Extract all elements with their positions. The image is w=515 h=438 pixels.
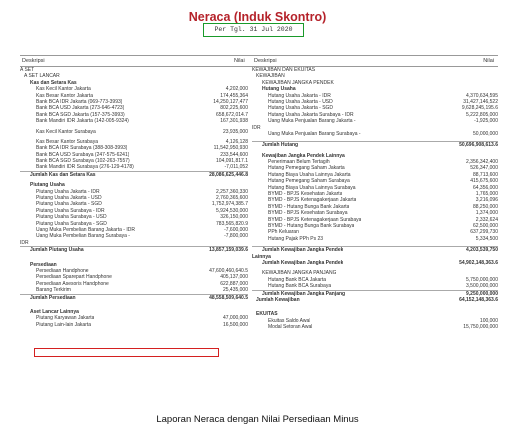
row-value: 5,222,805,000 (466, 111, 498, 118)
table-row (20, 294, 248, 301)
row-value: 1,752,974,385.7 (211, 201, 248, 208)
row-value: 50,000,000 (472, 130, 498, 137)
row-label: Piutang Usaha Surabaya - SGD (36, 220, 107, 227)
row-value: 802,225,600 (220, 105, 248, 112)
row-value: -7,800,000 (224, 233, 248, 240)
row-label: Uang Muka Penjualan Barang Jakarta - (268, 118, 356, 125)
row-label: Ekuitas Saldo Awal (268, 317, 311, 324)
row-value: 9,250,000,000 (466, 290, 498, 297)
row-label: Uang Muka Penjualan Barang Surabaya - (268, 130, 361, 137)
row-label: Hutang Pemegang Saham Surabaya (268, 178, 350, 185)
row-label: Piutang Usaha Jakarta - IDR (36, 188, 100, 195)
bottom-fade (0, 395, 515, 409)
row-value: 233,544,600 (220, 151, 248, 158)
row-label: BYMD - BPJS Ketenagakerjaan Surabaya (268, 216, 362, 223)
row-label: KEWAJIBAN JANGKA PENDEK (262, 79, 334, 86)
row-value: 25,435,000 (222, 287, 248, 294)
row-label: Persediaan Sparepart Handphone (36, 274, 112, 281)
row-label: BYMD - Hutang Bunga Bank Surabaya (268, 222, 355, 229)
row-label: Bank Mandiri IDR Surabaya (276-129-4178) (36, 164, 134, 171)
row-value: -7,600,000 (224, 226, 248, 233)
header-right-description: Deskripsi (254, 58, 277, 64)
row-label: Bank BCA SGD Surabaya (102-263-7557) (36, 158, 130, 165)
row-value: 405,137,000 (220, 274, 248, 281)
row-value: 4,126,128 (225, 138, 248, 145)
row-label: A SET LANCAR (24, 73, 60, 80)
row-value: 16,500,000 (222, 321, 248, 328)
row-value: 54,902,148,363.6 (459, 259, 498, 266)
row-value: 174,455,364 (220, 92, 248, 99)
row-value: 9,628,245,195.6 (461, 105, 498, 112)
row-value: 622,887,000 (220, 280, 248, 287)
row-value: 5,750,000,000 (466, 276, 498, 283)
row-label: Persediaan (30, 261, 57, 268)
row-value: 415,675,600 (470, 178, 498, 185)
row-value: 50,696,908,613.6 (459, 142, 498, 149)
header-right-value: Nilai (483, 58, 494, 64)
row-label: A SET (20, 67, 35, 73)
table-row (252, 324, 498, 330)
row-value: 167,301,938 (220, 118, 248, 125)
row-label: Hutang Usaha Jakarta - IDR (268, 92, 331, 99)
row-label: Piutang Usaha Surabaya - IDR (36, 207, 105, 214)
row-label: Kas Kecil Kantor Jakarta (36, 86, 91, 93)
row-label: Piutang Karyawan Jakarta (36, 315, 95, 322)
row-label: Piutang Usaha (30, 182, 65, 189)
row-value: 3,216,096 (475, 197, 498, 204)
row-value: 23,935,000 (222, 128, 248, 135)
row-value: 62,500,000 (472, 222, 498, 229)
row-label: Penerimaan Belum Tertagih (268, 159, 330, 166)
row-value: 658,672,014.7 (216, 111, 248, 118)
header-left-value: Nilai (234, 58, 245, 64)
table-row (20, 246, 248, 253)
row-label: Persediaan Handphone (36, 267, 89, 274)
table-row (252, 290, 498, 297)
row-label: Kas Besar Kantor Jakarta (36, 92, 93, 99)
row-label: IDR (252, 124, 261, 131)
row-value: 1,765,000 (475, 191, 498, 198)
row-value: 4,370,634,595 (466, 92, 498, 99)
row-value: 5,924,530,000 (216, 207, 248, 214)
row-value: 1,374,000 (475, 210, 498, 217)
row-label: Jumlah Kas dan Setara Kas (30, 171, 96, 178)
row-value: 104,091,817.1 (216, 158, 248, 165)
row-label: Kas Kecil Kantor Surabaya (36, 128, 96, 135)
row-value: 326,150,000 (220, 214, 248, 221)
table-row (252, 246, 498, 253)
row-label: Hutang Pajak PPh Ps 23 (268, 235, 324, 242)
row-label: Bank BCA USD Jakarta (273-646-4723) (36, 105, 125, 112)
row-label: BYMD - BPJS Kesehatan Surabaya (268, 210, 348, 217)
row-label: BYMD - Hutang Bunga Bank Jakarta (268, 203, 350, 210)
row-label: Piutang Lain-lain Jakarta (36, 321, 92, 328)
row-value: 3,500,000,000 (466, 283, 498, 290)
row-label: Bank BCA IDR Jakarta (069-773-3993) (36, 98, 123, 105)
row-label: Bank BCA USD Surabaya (247-575-6241) (36, 151, 130, 158)
row-label: Jumlah Kewajiban (256, 296, 300, 303)
table-row (252, 141, 498, 148)
row-label: Jumlah Kewajiban Jangka Pendek (262, 259, 344, 266)
row-label: Kewajiban Jangka Pendek Lainnya (262, 152, 345, 159)
row-label: Piutang Usaha Jakarta - SGD (36, 201, 102, 208)
row-label: Uang Muka Pembelian Barang Jakarta - IDR (36, 226, 135, 233)
row-value: 4,202,000 (225, 86, 248, 93)
row-value: 783,565,820.9 (216, 220, 248, 227)
row-label: KEWAJIBAN DAN EKUITAS (252, 67, 316, 73)
row-label: Piutang Usaha Jakarta - USD (36, 195, 102, 202)
row-value: 13,857,159,039.6 (209, 247, 248, 254)
row-value: 64,152,148,363.6 (459, 296, 498, 303)
row-label: Hutang Usaha Jakarta - USD (268, 98, 333, 105)
row-value: 88,250,000 (472, 203, 498, 210)
row-label: Hutang Bank BCA Jakarta (268, 276, 327, 283)
row-value: 526,347,000 (470, 165, 498, 172)
row-value: -7,011,052 (224, 164, 248, 171)
row-label: PPh Keluaran (268, 229, 299, 236)
row-label: Hutang Pemegang Saham Jakarta (268, 165, 345, 172)
row-label: Hutang Biaya Usaha Lainnya Surabaya (268, 184, 356, 191)
row-value: 47,600,460,640.5 (209, 267, 248, 274)
row-value: 4,203,539,750 (466, 247, 498, 254)
report-title: Neraca (Induk Skontro) (188, 10, 327, 24)
row-label: Bank BCA IDR Surabaya (388-308-3993) (36, 145, 128, 152)
row-value: 2,257,360,330 (216, 188, 248, 195)
row-label: Hutang Biaya Usaha Lainnya Jakarta (268, 171, 351, 178)
row-label: BYMD - BPJS Ketenagakerjaan Jakarta (268, 197, 357, 204)
row-value: 5,334,500 (475, 235, 498, 242)
row-label: Modal Setoran Awal (268, 324, 313, 331)
row-label: Uang Muka Pembelian Barang Surabaya - (36, 233, 130, 240)
row-label: Hutang Usaha Jakarta Surabaya - IDR (268, 111, 354, 118)
row-label: IDR (20, 239, 29, 246)
row-value: 11,542,950,930 (213, 145, 248, 152)
row-label: Kas dan Setara Kas (30, 79, 77, 86)
row-label: BYMD - BPJS Kesehatan Jakarta (268, 191, 343, 198)
liabilities-equity-column (252, 67, 498, 330)
header-left-description: Deskripsi (22, 58, 45, 64)
row-label: Lainnya (252, 253, 271, 260)
row-value: 2,332,624 (475, 216, 498, 223)
row-label: Jumlah Hutang (262, 142, 299, 149)
row-value: 100,000 (479, 317, 498, 324)
row-label: Persediaan Asesoris Handphone (36, 280, 109, 287)
row-value: 31,427,146,522 (463, 98, 498, 105)
highlight-negative-inventory-box (34, 348, 219, 357)
row-value: 14,250,127,477 (213, 98, 248, 105)
row-label: Jumlah Persediaan (30, 294, 76, 301)
row-label: Hutang Usaha Jakarta - SGD (268, 105, 334, 112)
row-label: Kas Besar Kantor Surabaya (36, 138, 98, 145)
row-label: Jumlah Piutang Usaha (30, 247, 84, 254)
table-row (20, 171, 248, 178)
report-period: Per Tgl. 31 Jul 2020 (203, 23, 304, 37)
row-value: -1,925,000 (474, 118, 498, 125)
row-value: 2,760,365,600 (216, 195, 248, 202)
row-value: 2,356,342,400 (466, 159, 498, 166)
row-label: Bank BCA SGD Jakarta (157-375-3993) (36, 111, 125, 118)
row-label: KEWAJIBAN JANGKA PANJANG (262, 270, 337, 277)
row-value: 88,713,600 (472, 171, 498, 178)
row-label: Jumlah Kewajiban Jangka Pendek (262, 247, 344, 254)
assets-column (20, 67, 248, 328)
row-value: 47,000,000 (222, 315, 248, 322)
row-value: 48,558,509,640.5 (209, 294, 248, 301)
row-label: Hutang Bank BCA Surabaya (268, 283, 332, 290)
row-label: Hutang Usaha (262, 86, 296, 93)
row-label: Jumlah Kewajiban Jangka Panjang (262, 290, 346, 297)
table-row (20, 322, 248, 328)
figure-caption: Laporan Neraca dengan Nilai Persediaan Minus (156, 414, 359, 425)
row-label: Piutang Usaha Surabaya - USD (36, 214, 107, 221)
row-value: 28,086,625,446.8 (209, 171, 248, 178)
row-label: Aset Lancar Lainnya (30, 308, 79, 315)
row-label: KEWAJIBAN (256, 73, 285, 80)
row-label: EKUITAS (256, 311, 278, 318)
row-label: Bank Mandiri IDR Jakarta (142-005-9324) (36, 118, 129, 125)
row-label: Barang Terkirim (36, 287, 71, 294)
row-value: 637,299,730 (470, 229, 498, 236)
row-value: 15,750,000,000 (463, 324, 498, 331)
table-header (20, 55, 498, 67)
row-value: 64,356,000 (472, 184, 498, 191)
